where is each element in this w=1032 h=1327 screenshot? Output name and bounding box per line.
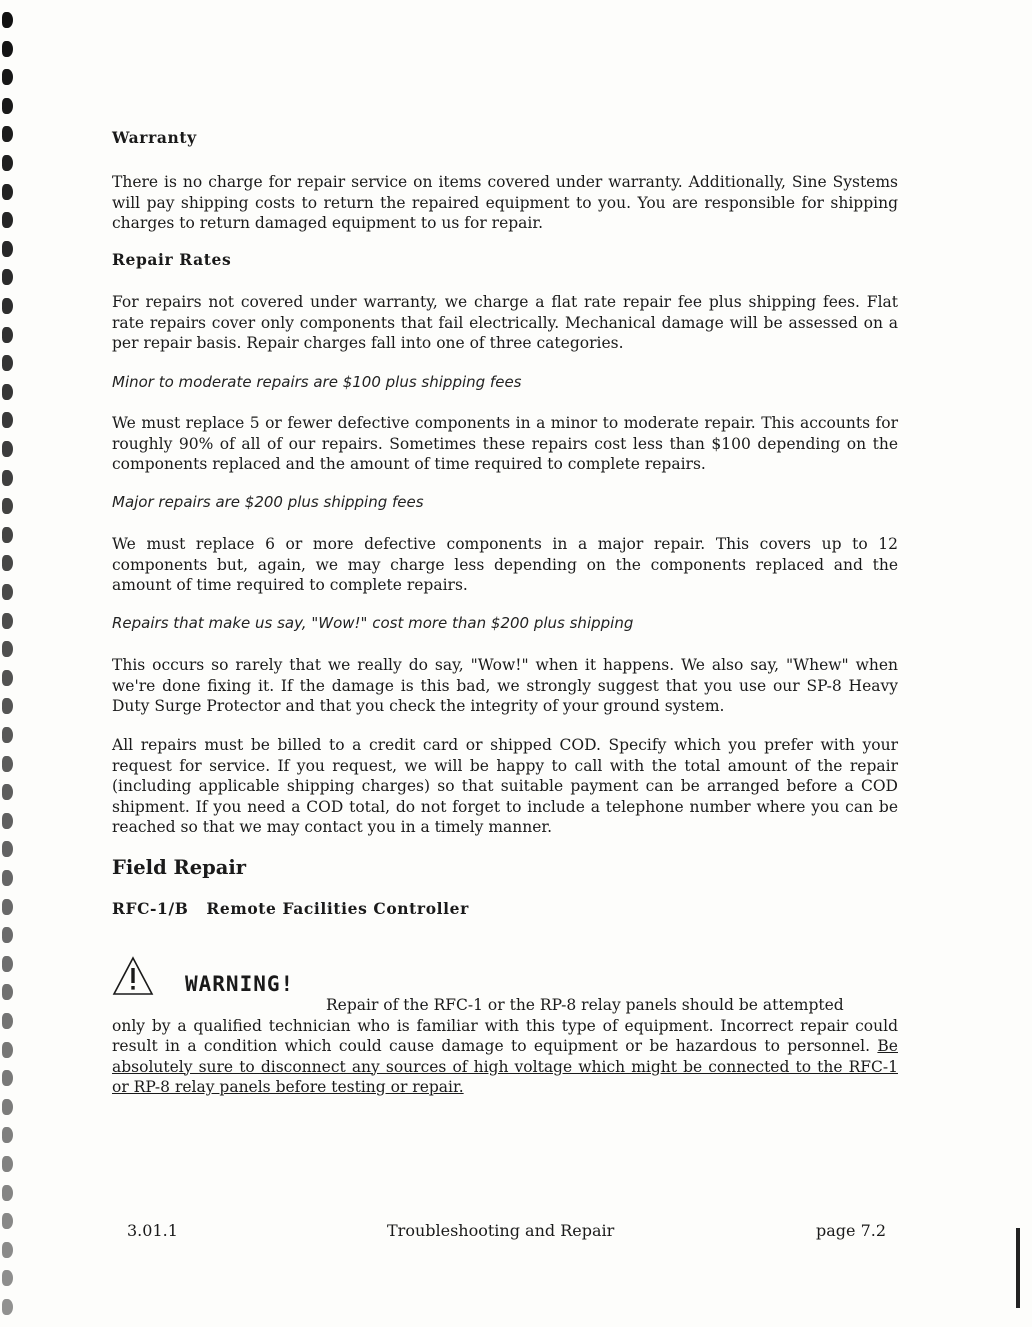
binder-hole bbox=[2, 155, 13, 171]
binder-hole bbox=[2, 899, 13, 915]
binder-hole bbox=[2, 984, 13, 1000]
binder-hole bbox=[2, 384, 13, 400]
binder-hole bbox=[2, 1042, 13, 1058]
binder-hole bbox=[2, 670, 13, 686]
binder-hole bbox=[2, 813, 13, 829]
warranty-text: There is no charge for repair service on items covered under warranty. Additionally, Sine Systems will pay shipping costs to return the repaired equipment to you. You are responsible for shipping charges to return damaged equipment to us for repair. bbox=[112, 173, 898, 232]
warning-text bbox=[112, 995, 898, 1098]
wow-repairs-text: This occurs so rarely that we really do say, "Wow!" when it happens. We also say, "Whew" when we're done fixing it. If the damage is this bad, we strongly suggest that you use our SP-8 Heavy Duty Surge Protector and that you check the integrity of your ground system. bbox=[112, 656, 898, 715]
binder-hole bbox=[2, 1185, 13, 1201]
repair-rates-intro: For repairs not covered under warranty, we charge a flat rate repair fee plus shipping fees. Flat rate repairs cover only components that fail electrically. Mechanical damage will be assessed on a per repair basis. Repair charges fall into one of three categories. bbox=[112, 293, 898, 352]
major-repairs-title: Major repairs are $200 plus shipping fees bbox=[112, 493, 424, 511]
warning-text-first-line: Repair of the RFC-1 or the RP-8 relay panels should be attempted bbox=[326, 996, 844, 1014]
binder-hole bbox=[2, 184, 13, 200]
repair-rates-heading: Repair Rates bbox=[112, 250, 232, 269]
binder-hole bbox=[2, 1156, 13, 1172]
binder-hole bbox=[2, 69, 13, 85]
binder-hole bbox=[2, 1299, 13, 1315]
binder-hole bbox=[2, 527, 13, 543]
binder-hole bbox=[2, 1013, 13, 1029]
binder-hole bbox=[2, 441, 13, 457]
warning-title: WARNING! bbox=[185, 972, 295, 996]
binder-hole bbox=[2, 841, 13, 857]
binder-hole bbox=[2, 1099, 13, 1115]
binder-hole bbox=[2, 126, 13, 142]
billing-text: All repairs must be billed to a credit card or shipped COD. Specify which you prefer with your request for service. If you request, we will be happy to call with the total amount of the repair (including applicable shipping charges) so that suitable payment can be arranged before a COD shipment. If you need a COD total, do not forget to include a telephone number where you can be reached so that we may contact you in a timely manner. bbox=[112, 736, 898, 836]
binder-hole bbox=[2, 498, 13, 514]
binder-hole bbox=[2, 698, 13, 714]
binder-hole bbox=[2, 641, 13, 657]
binder-hole bbox=[2, 269, 13, 285]
major-repairs-text: We must replace 6 or more defective components in a major repair. This covers up to 12 components but, again, we may charge less depending on the components replaced and the amount of time required to complete repairs. bbox=[112, 535, 898, 594]
binder-hole bbox=[2, 784, 13, 800]
minor-repairs-text: We must replace 5 or fewer defective components in a minor to moderate repair. This accounts for roughly 90% of all of our repairs. Sometimes these repairs cost less than $100 depending on the components replaced and the amount of time required to complete repairs. bbox=[112, 414, 898, 473]
binder-hole bbox=[2, 927, 13, 943]
binder-hole bbox=[2, 327, 13, 343]
minor-repairs-title: Minor to moderate repairs are $100 plus shipping fees bbox=[112, 373, 522, 391]
warning-underlined-text: Be absolutely sure to disconnect any sources of high voltage which might be connected to the RFC-1 or RP-8 relay panels before testing or repair. bbox=[112, 1037, 898, 1096]
binder-hole bbox=[2, 1127, 13, 1143]
warranty-heading: Warranty bbox=[112, 128, 197, 147]
binder-hole bbox=[2, 412, 13, 428]
wow-repairs-title: Repairs that make us say, "Wow!" cost more than $200 plus shipping bbox=[112, 614, 634, 632]
binder-hole bbox=[2, 870, 13, 886]
binder-holes bbox=[0, 0, 26, 1327]
binder-hole bbox=[2, 212, 13, 228]
binder-hole bbox=[2, 298, 13, 314]
footer-page-number: page 7.2 bbox=[816, 1221, 887, 1240]
binder-hole bbox=[2, 956, 13, 972]
binder-hole bbox=[2, 1270, 13, 1286]
binder-hole bbox=[2, 727, 13, 743]
binder-hole bbox=[2, 470, 13, 486]
binder-hole bbox=[2, 41, 13, 57]
rfc-subheading: RFC-1/B Remote Facilities Controller bbox=[112, 899, 469, 918]
binder-hole bbox=[2, 555, 13, 571]
binder-hole bbox=[2, 355, 13, 371]
binder-hole bbox=[2, 1070, 13, 1086]
binder-hole bbox=[2, 584, 13, 600]
binder-hole bbox=[2, 98, 13, 114]
binder-hole bbox=[2, 756, 13, 772]
scan-edge-mark bbox=[1016, 1228, 1020, 1308]
binder-hole bbox=[2, 613, 13, 629]
field-repair-heading: Field Repair bbox=[112, 856, 247, 879]
footer-version: 3.01.1 bbox=[127, 1221, 178, 1240]
warning-text-rest: only by a qualified technician who is familiar with this type of equipment. Incorrect repair could result in a condition which could cause damage to equipment or be hazardous to personnel. bbox=[112, 1016, 898, 1055]
footer-section-title: Troubleshooting and Repair bbox=[387, 1221, 615, 1240]
binder-hole bbox=[2, 1242, 13, 1258]
binder-hole bbox=[2, 12, 13, 28]
binder-hole bbox=[2, 1213, 13, 1229]
binder-hole bbox=[2, 241, 13, 257]
warning-triangle-icon bbox=[112, 956, 154, 996]
